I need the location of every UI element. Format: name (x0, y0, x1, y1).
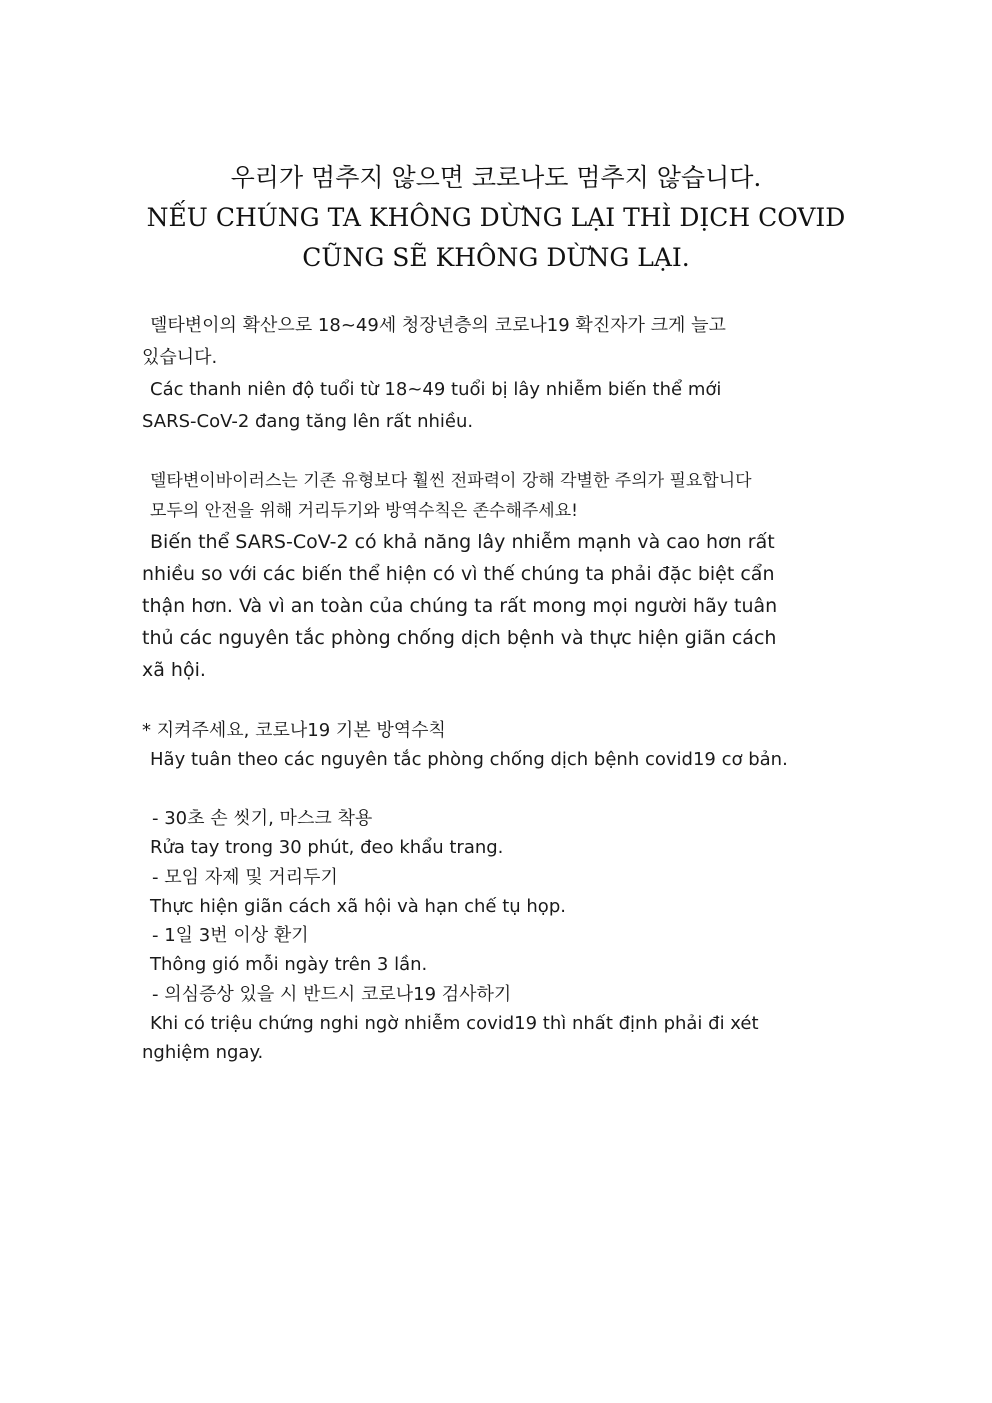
title-vietnamese-line-2: CŨNG SẼ KHÔNG DỪNG LẠI. (302, 243, 690, 272)
intro-korean-line-1: 델타변이의 확산으로 18~49세 청장년층의 코로나19 확진자가 크게 늘고 (150, 315, 726, 336)
rule-4-vietnamese-continued: nghiệm ngay. (142, 1042, 264, 1064)
intro-vietnamese-line-2: SARS-CoV-2 đang tăng lên rất nhiều. (142, 411, 474, 432)
rules-header (142, 716, 862, 775)
rule-3-korean: - 1일 3번 이상 환기 (152, 925, 309, 947)
rule-2-korean: - 모임 자제 및 거리두기 (152, 866, 338, 888)
intro-vietnamese-line-1: Các thanh niên độ tuổi từ 18~49 tuổi bị lây nhiễm biến thể mới (150, 379, 722, 400)
warning-vietnamese-line-2: nhiều so với các biến thể hiện có vì thế chúng ta phải đặc biệt cẩn (142, 563, 775, 585)
title-korean: 우리가 멈추지 않으면 코로나도 멈추지 않습니다. (230, 163, 762, 192)
rules-list (142, 804, 862, 1068)
warning-vietnamese-line-3: thận hơn. Và vì an toàn của chúng ta rất mong mọi người hãy tuân (142, 595, 778, 617)
rule-1-vietnamese: Rửa tay trong 30 phút, đeo khẩu trang. (150, 837, 504, 859)
warning-korean-line-1: 델타변이바이러스는 기존 유형보다 훨씬 전파력이 강해 각별한 주의가 필요합니다 (150, 471, 752, 491)
rule-4-korean: - 의심증상 있을 시 반드시 코로나19 검사하기 (152, 983, 512, 1005)
rule-2-vietnamese: Thực hiện giãn cách xã hội và hạn chế tụ họp. (150, 895, 566, 917)
warning-vietnamese-line-5: xã hội. (142, 659, 206, 681)
rule-3-vietnamese: Thông gió mỗi ngày trên 3 lần. (150, 954, 428, 976)
rule-1-korean: - 30초 손 씻기, 마스크 착용 (152, 808, 373, 829)
warning-vietnamese-line-4: thủ các nguyên tắc phòng chống dịch bệnh và thực hiện giãn cách (142, 627, 777, 649)
warning-korean-line-2: 모두의 안전을 위해 거리두기와 방역수칙은 존수해주세요! (150, 501, 578, 521)
warning-korean-paragraph (142, 466, 862, 526)
intro-paragraph (142, 310, 862, 438)
rules-header-korean: * 지켜주세요, 코로나19 기본 방역수칙 (142, 720, 446, 741)
page-title (100, 158, 892, 278)
warning-vietnamese-paragraph (142, 526, 862, 686)
rules-header-vietnamese: Hãy tuân theo các nguyên tắc phòng chống dịch bệnh covid19 cơ bản. (150, 749, 788, 771)
intro-korean-line-2: 있습니다. (142, 347, 218, 368)
rule-4-vietnamese: Khi có triệu chứng nghi ngờ nhiễm covid19 thì nhất định phải đi xét (150, 1013, 759, 1035)
warning-vietnamese-line-1: Biến thể SARS-CoV-2 có khả năng lây nhiễm mạnh và cao hơn rất (150, 531, 775, 553)
title-vietnamese-line-1: NẾU CHÚNG TA KHÔNG DỪNG LẠI THÌ DỊCH COVID (146, 203, 846, 232)
